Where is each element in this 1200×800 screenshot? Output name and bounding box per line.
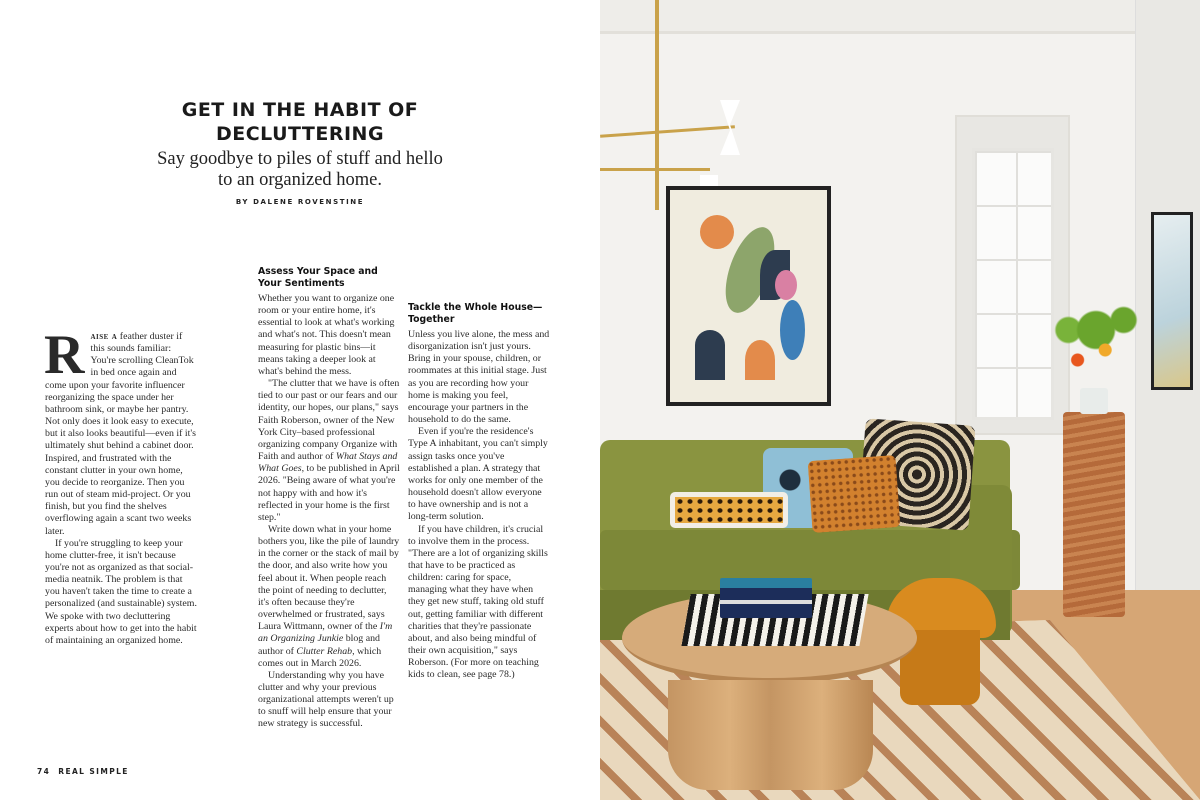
- text: , to be published in April 2026. "Being aware of what you're not happy with and how it's reflected in your home is the first step.": [258, 463, 400, 523]
- page-number: 74: [37, 767, 51, 776]
- window: [972, 148, 1054, 420]
- column-section-1: [258, 266, 400, 731]
- framed-artwork: [666, 186, 831, 406]
- column-intro: [44, 324, 197, 647]
- pillow: [808, 455, 901, 533]
- book-stack: [720, 578, 812, 618]
- section-heading: Assess Your Space and Your Sentiments: [258, 266, 378, 289]
- living-room-photo: [600, 0, 1200, 800]
- chandelier-arm: [600, 125, 735, 137]
- leopard-pillow: [670, 492, 788, 528]
- ceiling: [600, 0, 1200, 34]
- pedestal: [1063, 412, 1125, 617]
- page-footer: [37, 767, 129, 776]
- intro-text: feather duster if this sounds familiar: You're scrolling CleanTok in bed once again and come upon your favorite influencer reorganizing the space under her bathroom sink, or maybe her pantry. Not only does it look easy to execute, but it also looks beautiful—even if it's ultimately shut behind a cabinet door. Inspired, and frustrated with the constant clutter in your own home, you decide to reorganize. Then you run out of steam mid-project. Or you finish, but you find the shelves overflowing again a scant two weeks later.: [45, 331, 196, 537]
- lead-in: aise a: [90, 331, 118, 342]
- paragraph: Understanding why you have clutter and why your previous organizational attempts weren't up to snuff will help ensure that your new strategy is successful.: [258, 669, 394, 730]
- column-section-2: [408, 302, 550, 682]
- article-title: GET IN THE HABIT OF DECLUTTERING: [181, 99, 419, 145]
- coffee-table-base: [668, 680, 873, 790]
- flower-arrangement: [1050, 290, 1142, 390]
- paragraph: Whether you want to organize one room or your entire home, it's essential to look at what's working and what's not. This doesn't mean measuring for plastic bins—it means taking a deeper look at what's behind the mess.: [258, 293, 395, 377]
- paragraph: [258, 378, 400, 524]
- paragraph: Unless you live alone, the mess and disorganization isn't just yours. Bring in your spouse, children, or roommates at this initial stage. Just as you are recording how your home is making you feel, encourage your partners in the household to do the same.: [408, 329, 550, 426]
- chandelier-rod: [655, 0, 659, 210]
- magazine-name: REAL SIMPLE: [58, 767, 129, 776]
- paragraph: [258, 524, 400, 670]
- article-subtitle: Say goodbye to piles of stuff and hello to an organized home.: [157, 149, 443, 190]
- text: Write down what in your home bothers you, like the pile of laundry in the corner or the stack of mail by the door, and also write how you feel about it. When people reach the point of needing to declutter, it's often because they're overwhelmed or frustrated, says Laura Wittmann, owner of the: [258, 523, 400, 633]
- intro-paragraph: [44, 324, 197, 538]
- vase: [1080, 388, 1108, 414]
- drop-cap: R: [44, 324, 85, 386]
- blog-title: I'm an Organizing Junkie: [258, 621, 393, 645]
- byline: BY DALENE ROVENSTINE: [235, 198, 365, 206]
- book-title: What Stays and What Goes: [258, 451, 398, 475]
- text: "The clutter that we have is often tied to our past or our fears and our identity, our hopes, our plans," says Faith Roberson, owner of the New York City–based professional organizing company Organize with Faith and author of: [258, 378, 400, 463]
- section-heading: Tackle the Whole House—Together: [408, 302, 543, 325]
- text: blog and author of: [258, 633, 380, 657]
- chandelier-arm: [600, 168, 710, 171]
- book-title: Clutter Rehab: [296, 645, 353, 657]
- paragraph: Even if you're the residence's Type A inhabitant, you can't simply assign tasks once you've established a plan. A strategy that works for only one member of the household doesn't allow everyone to have ownership and is not a long-term solution.: [408, 426, 548, 523]
- framed-artwork-small: [1151, 212, 1193, 390]
- text: , which comes out in March 2026.: [258, 645, 382, 669]
- intro-paragraph-2: If you're struggling to keep your home clutter-free, it isn't because you're not as organized as that social-media neatnik. The problem is that you haven't taken the time to create a personalized (and sustainable) system. We spoke with two decluttering experts about how to get into the habit of maintaining an organized home.: [45, 537, 197, 646]
- paragraph: If you have children, it's crucial to involve them in the process. "There are a lot of organizing skills that have to be practiced as children: caring for space, managing what they have when they get new stuff, taking old stuff out, getting familiar with different charities that they're passionate about, and also being mindful of their own acquisition," says Roberson. (For more on teaching kids to clean, see page 78.): [408, 523, 548, 681]
